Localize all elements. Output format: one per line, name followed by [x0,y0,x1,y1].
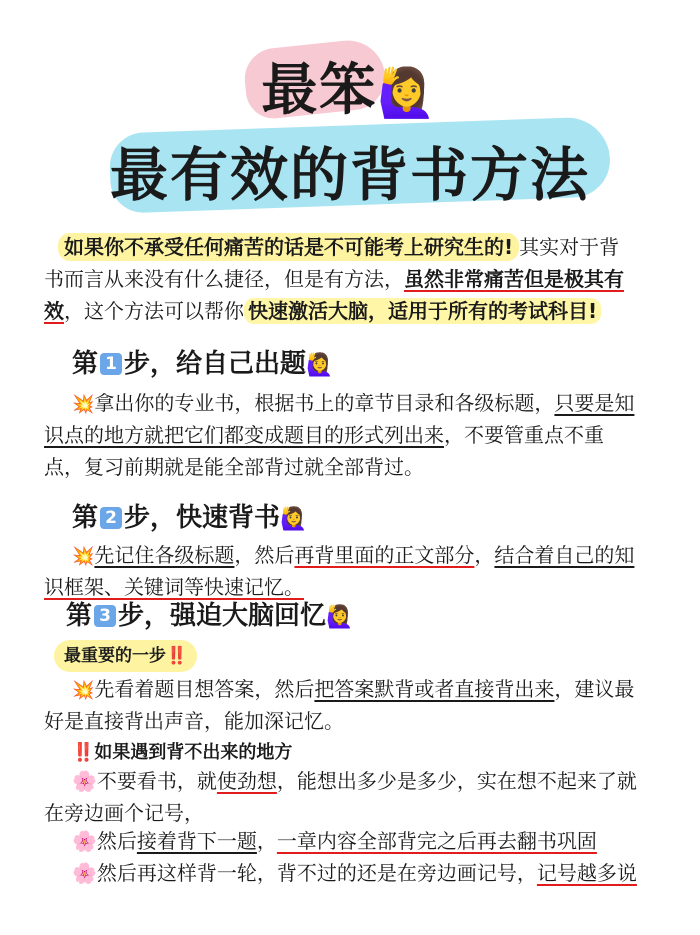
step1-line-1 [72,388,634,420]
flower2-underline-1: 接着背下一题 [136,829,257,853]
intro-line3-text: ，这个方法可以帮你 [64,299,244,323]
flower2-underline-2: 一章内容全部背完之后再去翻书巩固 [276,829,597,853]
flower-icon: 🌸 [72,861,97,885]
number-2-icon: 2 [100,507,122,529]
step3-prefix: 第 [66,601,93,631]
flower-icon: 🌸 [72,829,97,853]
step3-line-2: 好是直接背出声音，能加深记忆。 [44,709,344,733]
flower3-underline: 记号越多说 [536,861,637,885]
step3-flower-line-1 [72,766,637,796]
step2-title: 步，快速背书 [124,503,281,533]
page-title-line1 [0,46,700,126]
step1-line1-text: 拿出你的专业书，根据书上的章节目录和各级标题， [94,391,555,415]
step3-subheading [72,738,292,768]
flower3-text-a: 然后再这样背一轮，背不过的还是在旁边画记号， [96,861,537,885]
step3-line1-text: 先看着题目想答案，然后 [94,677,315,701]
step3-line-1 [72,674,634,706]
step2-prefix: 第 [72,503,99,533]
key-step-badge: 最重要的一步‼️ [54,640,197,672]
step1-title: 步，给自己出题 [124,349,307,379]
intro-highlight-1: 如果你不承受任何痛苦的话是不可能考上研究生的! [58,233,519,261]
double-exclamation-icon: ‼️ [72,742,95,763]
step1-line-3: 点，复习前期就是能全部背过就全部背过。 [44,455,424,479]
page-title-line2: 最有效的背书方法 [109,141,590,209]
step2-underline-4: 识框架、关键词等快速记忆。 [44,575,304,599]
step1-line-2 [44,420,604,450]
step2-underline-2: 再背里面的正文部分 [294,543,475,567]
step3-flower-line-1b: 在旁边画个记号， [44,801,204,825]
flower1-text-a: 不要看书，就 [96,769,217,793]
flower-icon: 🌸 [72,769,97,793]
intro-line-3 [44,296,601,326]
step2-line1-text: ，然后 [234,543,295,567]
step1-underline-2: 识点的地方就把它们都变成题目的形式列出来 [44,423,444,447]
step3-sub-text: 如果遇到背不出来的地方 [94,742,293,763]
intro-line-1 [58,232,619,262]
number-3-icon: 3 [94,605,116,627]
flower2-text-b: ， [256,829,277,853]
intro-highlight-2: 快速激活大脑，适用于所有的考试科目! [244,298,601,324]
intro-line2-text: 书而言从来没有什么捷径，但是有方法， [44,267,404,291]
step3-flower-line-3 [72,858,637,888]
step3-title: 步，强迫大脑回忆 [118,601,327,631]
step2-heading [72,500,307,538]
intro-line-2 [44,264,624,294]
raising-hand-girl-icon: 🙋‍♀️ [377,66,439,121]
step1-heading [72,346,333,384]
step3-underline-1: 把答案默背或者直接背出来 [314,677,555,701]
raising-hand-girl-icon: 🙋‍♀️ [306,353,334,378]
step3-heading [66,598,353,636]
intro-line1-tail: 其实对于背 [519,235,620,259]
step2-underline-3: 结合着自己的知 [494,543,635,567]
flower1-text-b: ，能想出多少是多少，实在想不起来了就 [276,769,637,793]
burst-icon: 💥 [72,546,95,567]
step1-prefix: 第 [72,349,99,379]
step2-line-1 [72,540,634,572]
title-line1-text: 最笨 [261,58,378,123]
burst-icon: 💥 [72,680,95,701]
flower1-underline: 使劲想 [216,769,277,793]
flower2-text-a: 然后 [96,829,137,853]
step1-underline-1: 只要是知 [554,391,635,415]
step2-underline-1: 先记住各级标题 [94,543,235,567]
step3-line1-tail: ，建议最 [554,677,635,701]
step1-line2-text: ，不要管重点不重 [444,423,604,447]
step2-line1-comma: ， [474,543,495,567]
step3-flower-line-2 [72,826,597,856]
raising-hand-girl-icon: 🙋‍♀️ [326,605,354,630]
intro-underline-1: 虽然非常痛苦但是极其有 [404,267,624,291]
intro-underline-2: 效 [44,299,64,323]
burst-icon: 💥 [72,394,95,415]
raising-hand-girl-icon: 🙋‍♀️ [280,507,308,532]
number-1-icon: 1 [100,353,122,375]
